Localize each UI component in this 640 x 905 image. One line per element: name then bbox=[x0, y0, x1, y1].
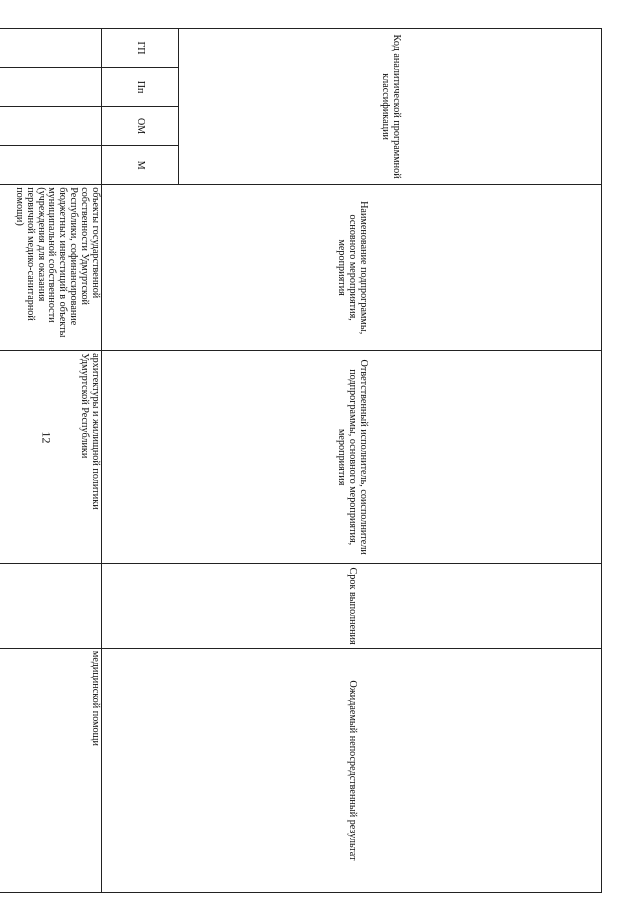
cell-gp bbox=[0, 29, 101, 68]
cell-responsible: архитектуры и жилищной политики Удмуртской Республики bbox=[0, 351, 101, 564]
header-pp: Пп bbox=[101, 68, 179, 107]
header-term: Срок выполнения bbox=[101, 564, 601, 649]
header-name: Наименование подпрограммы, основного мероприятия, мероприятия bbox=[101, 185, 601, 351]
header-responsible: Ответственный исполнитель, соисполнители подпрограммы, основного мероприятия, мероприятия bbox=[101, 351, 601, 564]
program-table bbox=[0, 28, 602, 893]
header-gp: ГП bbox=[101, 29, 179, 68]
page-number: 12 bbox=[39, 431, 54, 444]
cell-m bbox=[0, 146, 101, 185]
cell-name: объекты государственной собственности Удмуртской Республики, софинансирование бюджетных инвестиций в объекты муниципальной собственности (учреждения для оказания первичной медико-санитарной помощи) bbox=[0, 185, 101, 351]
cell-term bbox=[0, 564, 101, 649]
header-m: М bbox=[101, 146, 179, 185]
header-om: ОМ bbox=[101, 107, 179, 146]
cell-om bbox=[0, 107, 101, 146]
cell-pp bbox=[0, 68, 101, 107]
header-result: Ожидаемый непосредственный результат bbox=[101, 648, 601, 892]
table-row bbox=[0, 29, 101, 893]
table-header bbox=[101, 29, 601, 893]
cell-result: медицинской помощи bbox=[0, 648, 101, 892]
header-code-group: Код аналитической программной классификации bbox=[179, 29, 602, 185]
